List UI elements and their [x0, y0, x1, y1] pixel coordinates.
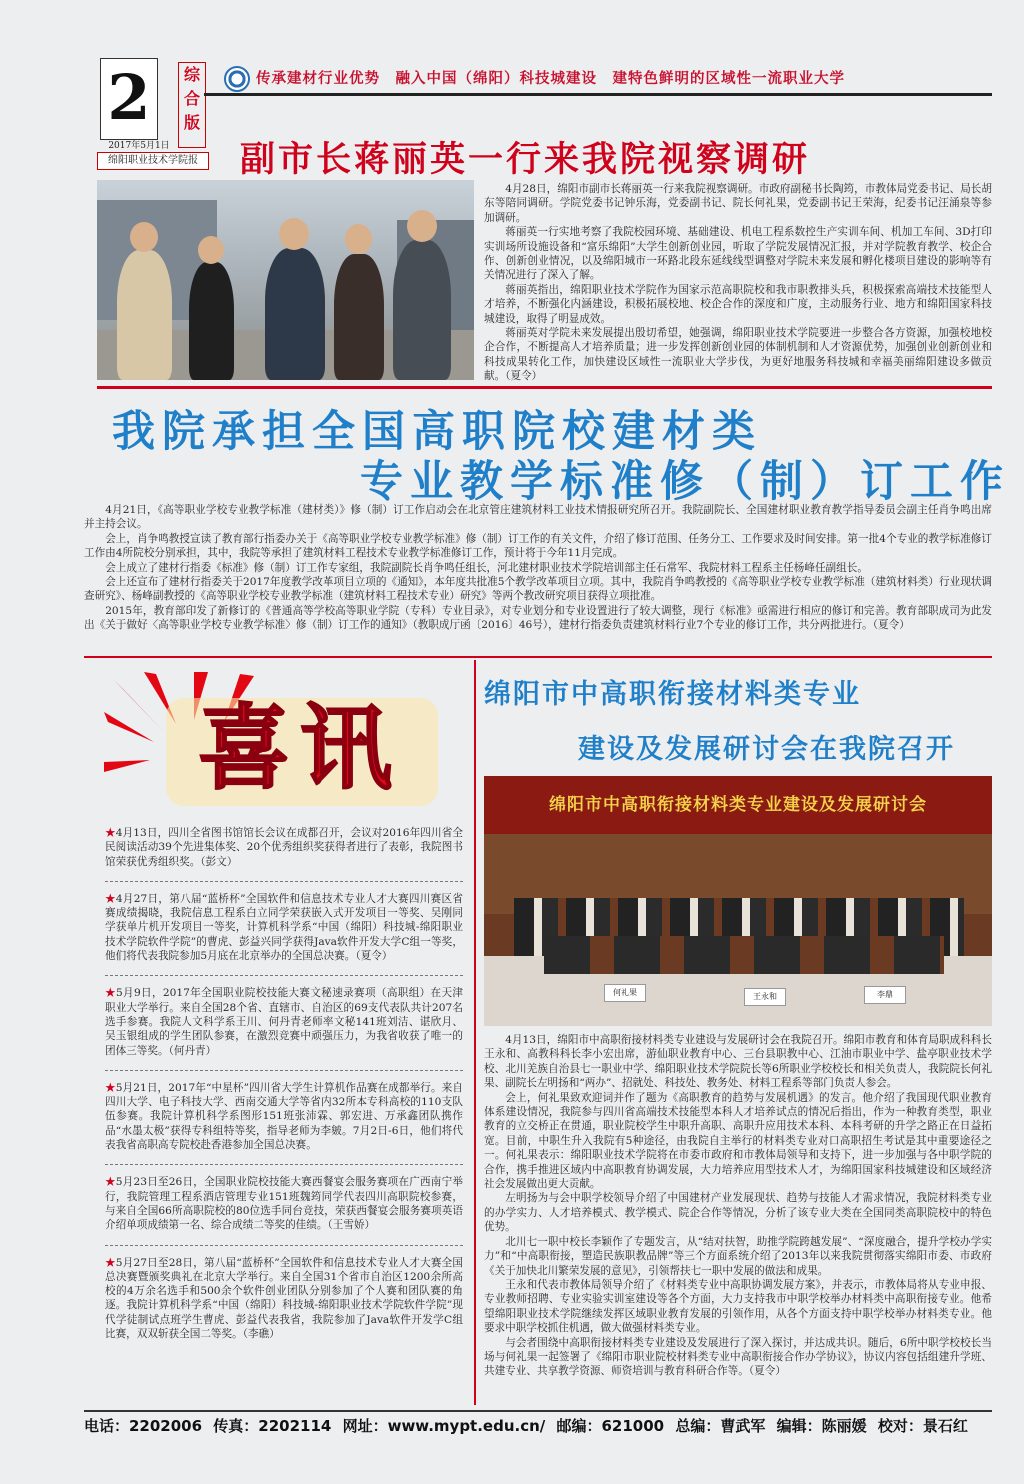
news-text: 5月9日，2017年全国职业院校技能大赛文秘速录赛项（高职组）在天津职业大学举行。来自全国28个省、直辖市、自治区的69支代表队共计207名选手参赛。我院人文科学系王川、何丹青老师率文秘141班刘洁、谌欣月、吴玉银组成的学生团队参赛，在激烈竞赛中顽强压力，为我省收获了唯一的团体三等奖。（何丹青）: [105, 987, 463, 1057]
article1-body: [484, 182, 992, 382]
news-item: [105, 986, 463, 1057]
page-number: 2: [100, 58, 158, 140]
footer-editor: 编辑：陈丽媛: [776, 1417, 867, 1435]
paragraph: 左明扬为与会中职学校领导介绍了中国建材产业发展现状、趋势与技能人才需求情况，我院材料类专业的办学实力、人才培养模式、教学模式、院企合作等情况，分析了该专业大类在全国同类高职院校中的特色优势。: [484, 1192, 992, 1234]
masthead-slogan: 传承建材行业优势 融入中国（绵阳）科技城建设 建特色鲜明的区域性一流职业大学: [256, 70, 845, 87]
footer-proofreader: 校对：景石红: [877, 1417, 968, 1435]
section-char: 合: [183, 89, 200, 108]
article1-title: 副市长蒋丽英一行来我院视察调研: [240, 139, 811, 180]
star-icon: ★: [105, 892, 116, 905]
paragraph: 4月28日，绵阳市副市长蒋丽英一行来我院视察调研。市政府副秘书长陶筠，市教体局党委书记、局长胡东等陪同调研。学院党委书记钟乐海，党委副书记、院长何礼果，党委副书记王荣海，纪委书记汪涌泉等参加调研。: [484, 183, 992, 224]
footer-divider: [84, 1410, 992, 1412]
paragraph: 王永和代表市教体局领导介绍了《材料类专业中高职协调发展方案》，并表示，市教体局将从专业申报、专业教师招聘、专业实验实训室建设等各个方面，大力支持我市中职学校举办材料类中高职衔接专业。他希望绵阳职业技术学院继续发挥区域职业教育发展的引领作用，从各个方面支持中职学校举办材料类专业。他要求中职学校抓住机遇，做大做强材料类专业。: [484, 1278, 992, 1335]
footer: [84, 1415, 992, 1436]
article3-body: [484, 1033, 992, 1408]
news-text: 4月27日，第八届“蓝桥杯”全国软件和信息技术专业人才大赛四川赛区省赛成绩揭晓，我院信息工程系白立同学荣获嵌入式开发项目一等奖、吴刚同学获单片机开发项目一等奖，计算机科学系“中国（绵阳）科技城-绵阳职业技术学院软件学院”的曹虎、彭益兴同学获得Java软件开发大学C组一等奖，他们将代表我院参加5月底在北京举办的全国总决赛。（夏令）: [105, 892, 463, 963]
paragraph: 会上，何礼果致欢迎词并作了题为《高职教育的趋势与发展机遇》的发言。他介绍了我国现代职业教育体系建设情况，我院参与四川省高端技术技能型本科人才培养试点的情况后指出，作为一种教育类型，职业教育的立交桥正在贯通，职业院校学生中职升高职、高职升应用技术本科、本科考研的升学之路正在日益拓宽。目前，中职生升入我院有5种途径，由我院自主举行的材料类专业对口高职招生考试是其中重要途径之一。何礼果表示：绵阳职业技术学院将在市委市政府和市教体局领导和支持下，进一步加强与各中职学院的合作，携手推进区域内中高职教育协调发展，大力培养应用型技术人才，为绵阳国家科技城建设和区域经济社会发展做出更大贡献。: [484, 1091, 992, 1191]
good-news-banner: [104, 672, 448, 812]
paragraph: 4月21日，《高等职业学校专业教学标准（建材类）》修（制）订工作启动会在北京管庄建筑材料工业技术情报研究所召开。我院副院长、全国建材职业教育教学指导委员会副主任肖争鸣出席并主持会议。: [84, 504, 992, 531]
news-item: [105, 1175, 463, 1232]
news-item: [105, 826, 463, 869]
paper-name: 绵阳职业技术学院报: [97, 152, 209, 170]
article1-photo: [97, 180, 474, 380]
meeting-banner: 绵阳市中高职衔接材料类专业建设及发展研讨会: [549, 795, 927, 815]
article3-title-line1: 绵阳市中高职衔接材料类专业: [484, 679, 861, 710]
news-item: [105, 1081, 463, 1152]
article2-body: [84, 503, 992, 653]
news-separator: [105, 1164, 463, 1165]
news-text: 5月27日至28日，第八届“蓝桥杯”全国软件和信息技术专业人才大赛全国总决赛暨颁奖典礼在北京大学举行。来自全国31个省市自治区1200余所高校的4万余名选手和500余个软件创业团队分别参加了个人赛和团队赛的角逐。我院计算机科学系“中国（绵阳）科技城-绵阳职业技术学院软件学院”现代学徒制试点班学生曹虎、彭益代表我省，我院参加了Java软件开发学C组比赛，双双斩获全国二等奖。（李礁）: [105, 1256, 463, 1341]
section-label: [178, 62, 206, 148]
nameplate: 王永和: [744, 988, 786, 1006]
news-list: [105, 826, 463, 1404]
article2-title-line2: 专业教学标准修（制）订工作: [360, 457, 1010, 507]
article3-title-line2: 建设及发展研讨会在我院召开: [578, 734, 955, 765]
paragraph: 蒋丽英对学院未来发展提出殷切希望，她强调，绵阳职业技术学院要进一步整合各方资源，加强校地校企合作，不断提高人才培养质量；进一步发挥创新创业园的体制机制和人才资源优势，加强创业创新创业和科技成果转化工作，加快建设区域性一流职业大学步伐，为更好地服务科技城和幸福美丽绵阳建设多做贡献。（夏令）: [484, 327, 992, 382]
nameplate: 何礼果: [604, 984, 646, 1002]
paragraph: 会上，肖争鸣教授宣读了教育部行指委办关于《高等职业学校专业教学标准》修（制）订工作的有关文件，介绍了修订范围、任务分工、工作要求及时间安排。第一批4个专业的教学标准修订工作由4所院校分别承担，其中，我院等承担了建筑材料工程技术专业教学标准修订工作，预计将于今年11月完成。: [84, 532, 992, 560]
news-separator: [105, 881, 463, 882]
paragraph: 会上还宣布了建材行指委关于2017年度教学改革项目立项的《通知》，本年度共批准5个教学改革项目立项。其中，我院肖争鸣教授的《高等职业学校专业教学标准（建筑材料类）行业现状调查研究》、杨峰副教授的《高等职业学校专业教学标准（建筑材料工程技术专业）研究》等两个教改研究项目获得立项批准。: [84, 576, 992, 603]
star-icon: ★: [105, 1256, 116, 1269]
paragraph: 蒋丽英一行实地考察了我院校园环境、基础建设、机电工程系数控生产实训车间、机加工车间、3D打印实训场所设施设备和“富乐绵阳”大学生创新创业园，听取了学院发展情况汇报，并对学院教育教学、校企合作、创新创业情况，以及绵阳城市一环路北段东延线线型调整对学院未来发展和孵化楼项目建设的影响等有关情况进行了深入了解。: [484, 226, 992, 282]
column-divider: [474, 660, 476, 1405]
news-text: 4月13日，四川全省图书馆馆长会议在成都召开，会议对2016年四川省全民阅读活动39个先进集体奖、20个优秀组织奖获得者进行了表彰，我院图书馆荣获优秀组织奖。（彭文）: [105, 827, 463, 868]
news-item: [105, 892, 463, 963]
school-logo-icon: [224, 66, 250, 92]
paragraph: 4月13日，绵阳市中高职衔接材料类专业建设与发展研讨会在我院召开。绵阳市教育和体育局职成科科长王永和、高教科科长李小宏出席，游仙职业教育中心、三台县职教中心、江油市职业中学、盐亭职业技术学校、北川羌族自治县七一职业中学、绵阳职业技术学院院长等6所职业学校校长和相关负责人，我院院长何礼果、副院长左明扬和“两办”、招就处、科技处、教务处、材料工程系等部门负责人参会。: [484, 1034, 992, 1090]
section-char: 综: [183, 65, 200, 84]
star-icon: ★: [105, 1081, 116, 1094]
paragraph: 北川七一职中校长李颖作了专题发言，从“结对扶智，助推学院跨越发展”、“深度融合，提升学校办学实力”和“中高职衔接，塑造民族职教品牌”等三个方面系统介绍了2013年以来我院贯彻落实绵阳市委、市政府《关于加快北川繁荣发展的意见》，引领帮扶七一职中发展的做法和成果。: [484, 1235, 992, 1277]
news-text: 5月23日至26日，全国职业院校技能大赛西餐宴会服务赛项在广西南宁举行，我院管理工程系酒店管理专业151班魏筠同学代表四川高职院校参赛，与来自全国66所高职院校的80位选手同台竞技，荣获西餐宴会服务赛项英语介绍单项成绩第一名、综合成绩二等奖的佳绩。（王雪娇）: [105, 1176, 463, 1232]
star-icon: ★: [105, 987, 116, 1000]
star-icon: ★: [105, 1176, 116, 1189]
paragraph: 蒋丽英指出，绵阳职业技术学院作为国家示范高职院校和我市职教排头兵，积极探索高端技术技能型人才培养，不断强化内涵建设，积极拓展校地、校企合作的深度和广度，主动服务行业、地方和绵阳国家科技城建设，取得了明显成效。: [484, 283, 992, 325]
footer-phone: 电话：2202006: [84, 1417, 203, 1435]
paragraph: 2015年，教育部印发了新修订的《普通高等学校高等职业学院（专科）专业目录》，对专业划分和专业设置进行了较大调整，现行《标准》亟需进行相应的修订和完善。教育部职成司为此发出《关于做好〈高等职业学校专业教学标准〉修（制）订工作的通知》（教职成厅函〔2016〕46号），建材行指委负责建筑材料行业7个专业的修订工作，共分两批进行。（夏令）: [84, 604, 992, 632]
paragraph: 与会者围绕中高职衔接材料类专业建设及发展进行了深入探讨，并达成共识。随后，6所中职学校校长当场与何礼果一起签署了《绵阳市职业院校材料类专业中高职衔接合作办学协议》，协议内容包括组建升学班、共建专业、共享教学资源、师资培训与教育科研合作等。（夏令）: [484, 1336, 992, 1378]
section-divider: [84, 656, 992, 658]
issue-date: 2017年5月1日: [108, 141, 170, 151]
section-char: 版: [183, 113, 200, 132]
section-divider: [97, 386, 992, 389]
footer-fax: 传真：2202114: [213, 1417, 332, 1435]
news-separator: [105, 975, 463, 976]
footer-website[interactable]: 网址：www.mypt.edu.cn/: [342, 1417, 546, 1435]
news-separator: [105, 1070, 463, 1071]
masthead-divider: [204, 93, 992, 96]
nameplate: 李鼎: [864, 986, 906, 1004]
news-text: 5月21日，2017年“中星杯”四川省大学生计算机作品赛在成都举行。来自四川大学、电子科技大学、西南交通大学等省内32所本专科高校的110支队伍参赛。我院计算机科学系图形151班张沛霖、郭宏进、万承鑫团队携作品“水墨太极”获得专科组特等奖，指导老师为李皴。7月2日-6日，他们将代表我省高职高专院校赴香港参加全国总决赛。: [105, 1081, 463, 1152]
footer-chief-editor: 总编：曹武军: [675, 1417, 766, 1435]
article3-photo: [484, 776, 992, 1026]
star-icon: ★: [105, 827, 116, 839]
footer-postcode: 邮编：621000: [556, 1417, 665, 1435]
news-separator: [105, 1245, 463, 1246]
news-item: [105, 1256, 463, 1342]
banner-text: 喜讯: [197, 695, 403, 802]
paragraph: 会上成立了建材行指委《标准》修（制）订工作专家组，我院副院长肖争鸣任组长，河北建材职业技术学院培训部主任石常军、我院材料工程系主任杨峰任副组长。: [105, 561, 868, 574]
article2-title-line1: 我院承担全国高职院校建材类: [112, 407, 762, 457]
